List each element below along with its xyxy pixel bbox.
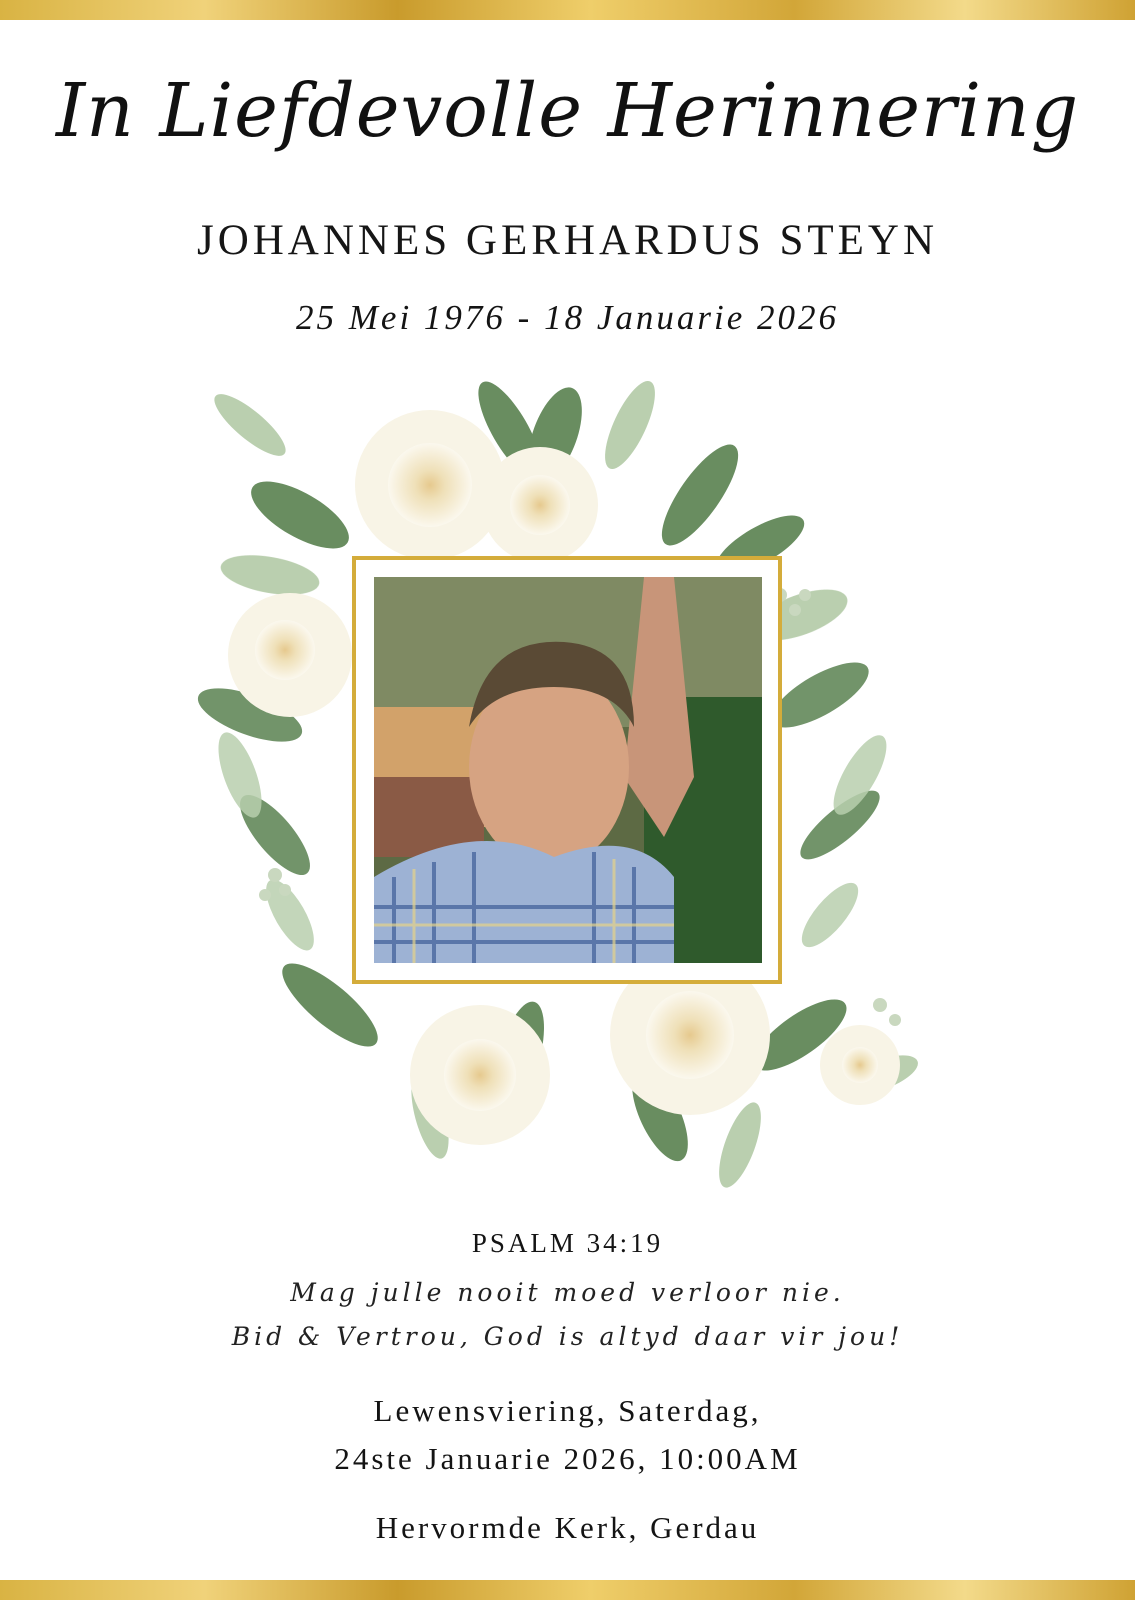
portrait-photo xyxy=(374,577,762,963)
life-dates: 25 Mei 1976 - 18 Januarie 2026 xyxy=(296,298,839,337)
verse-line-1: Mag julle nooit moed verloor nie. xyxy=(290,1278,845,1307)
verse-line-2: Bid & Vertrou, God is altyd daar vir jou! xyxy=(231,1322,904,1351)
deceased-name: JOHANNES GERHARDUS STEYN xyxy=(196,217,939,264)
gold-border-top xyxy=(0,0,1135,20)
memorial-title: In Liefdevolle Herinnering xyxy=(55,68,1080,154)
service-line-1: Lewensviering, Saterdag, xyxy=(373,1393,762,1428)
service-line-2: 24ste Januarie 2026, 10:00AM xyxy=(334,1441,801,1476)
service-venue: Hervormde Kerk, Gerdau xyxy=(375,1510,760,1545)
psalm-reference: PSALM 34:19 xyxy=(471,1228,664,1258)
gold-border-bottom xyxy=(0,1580,1135,1600)
